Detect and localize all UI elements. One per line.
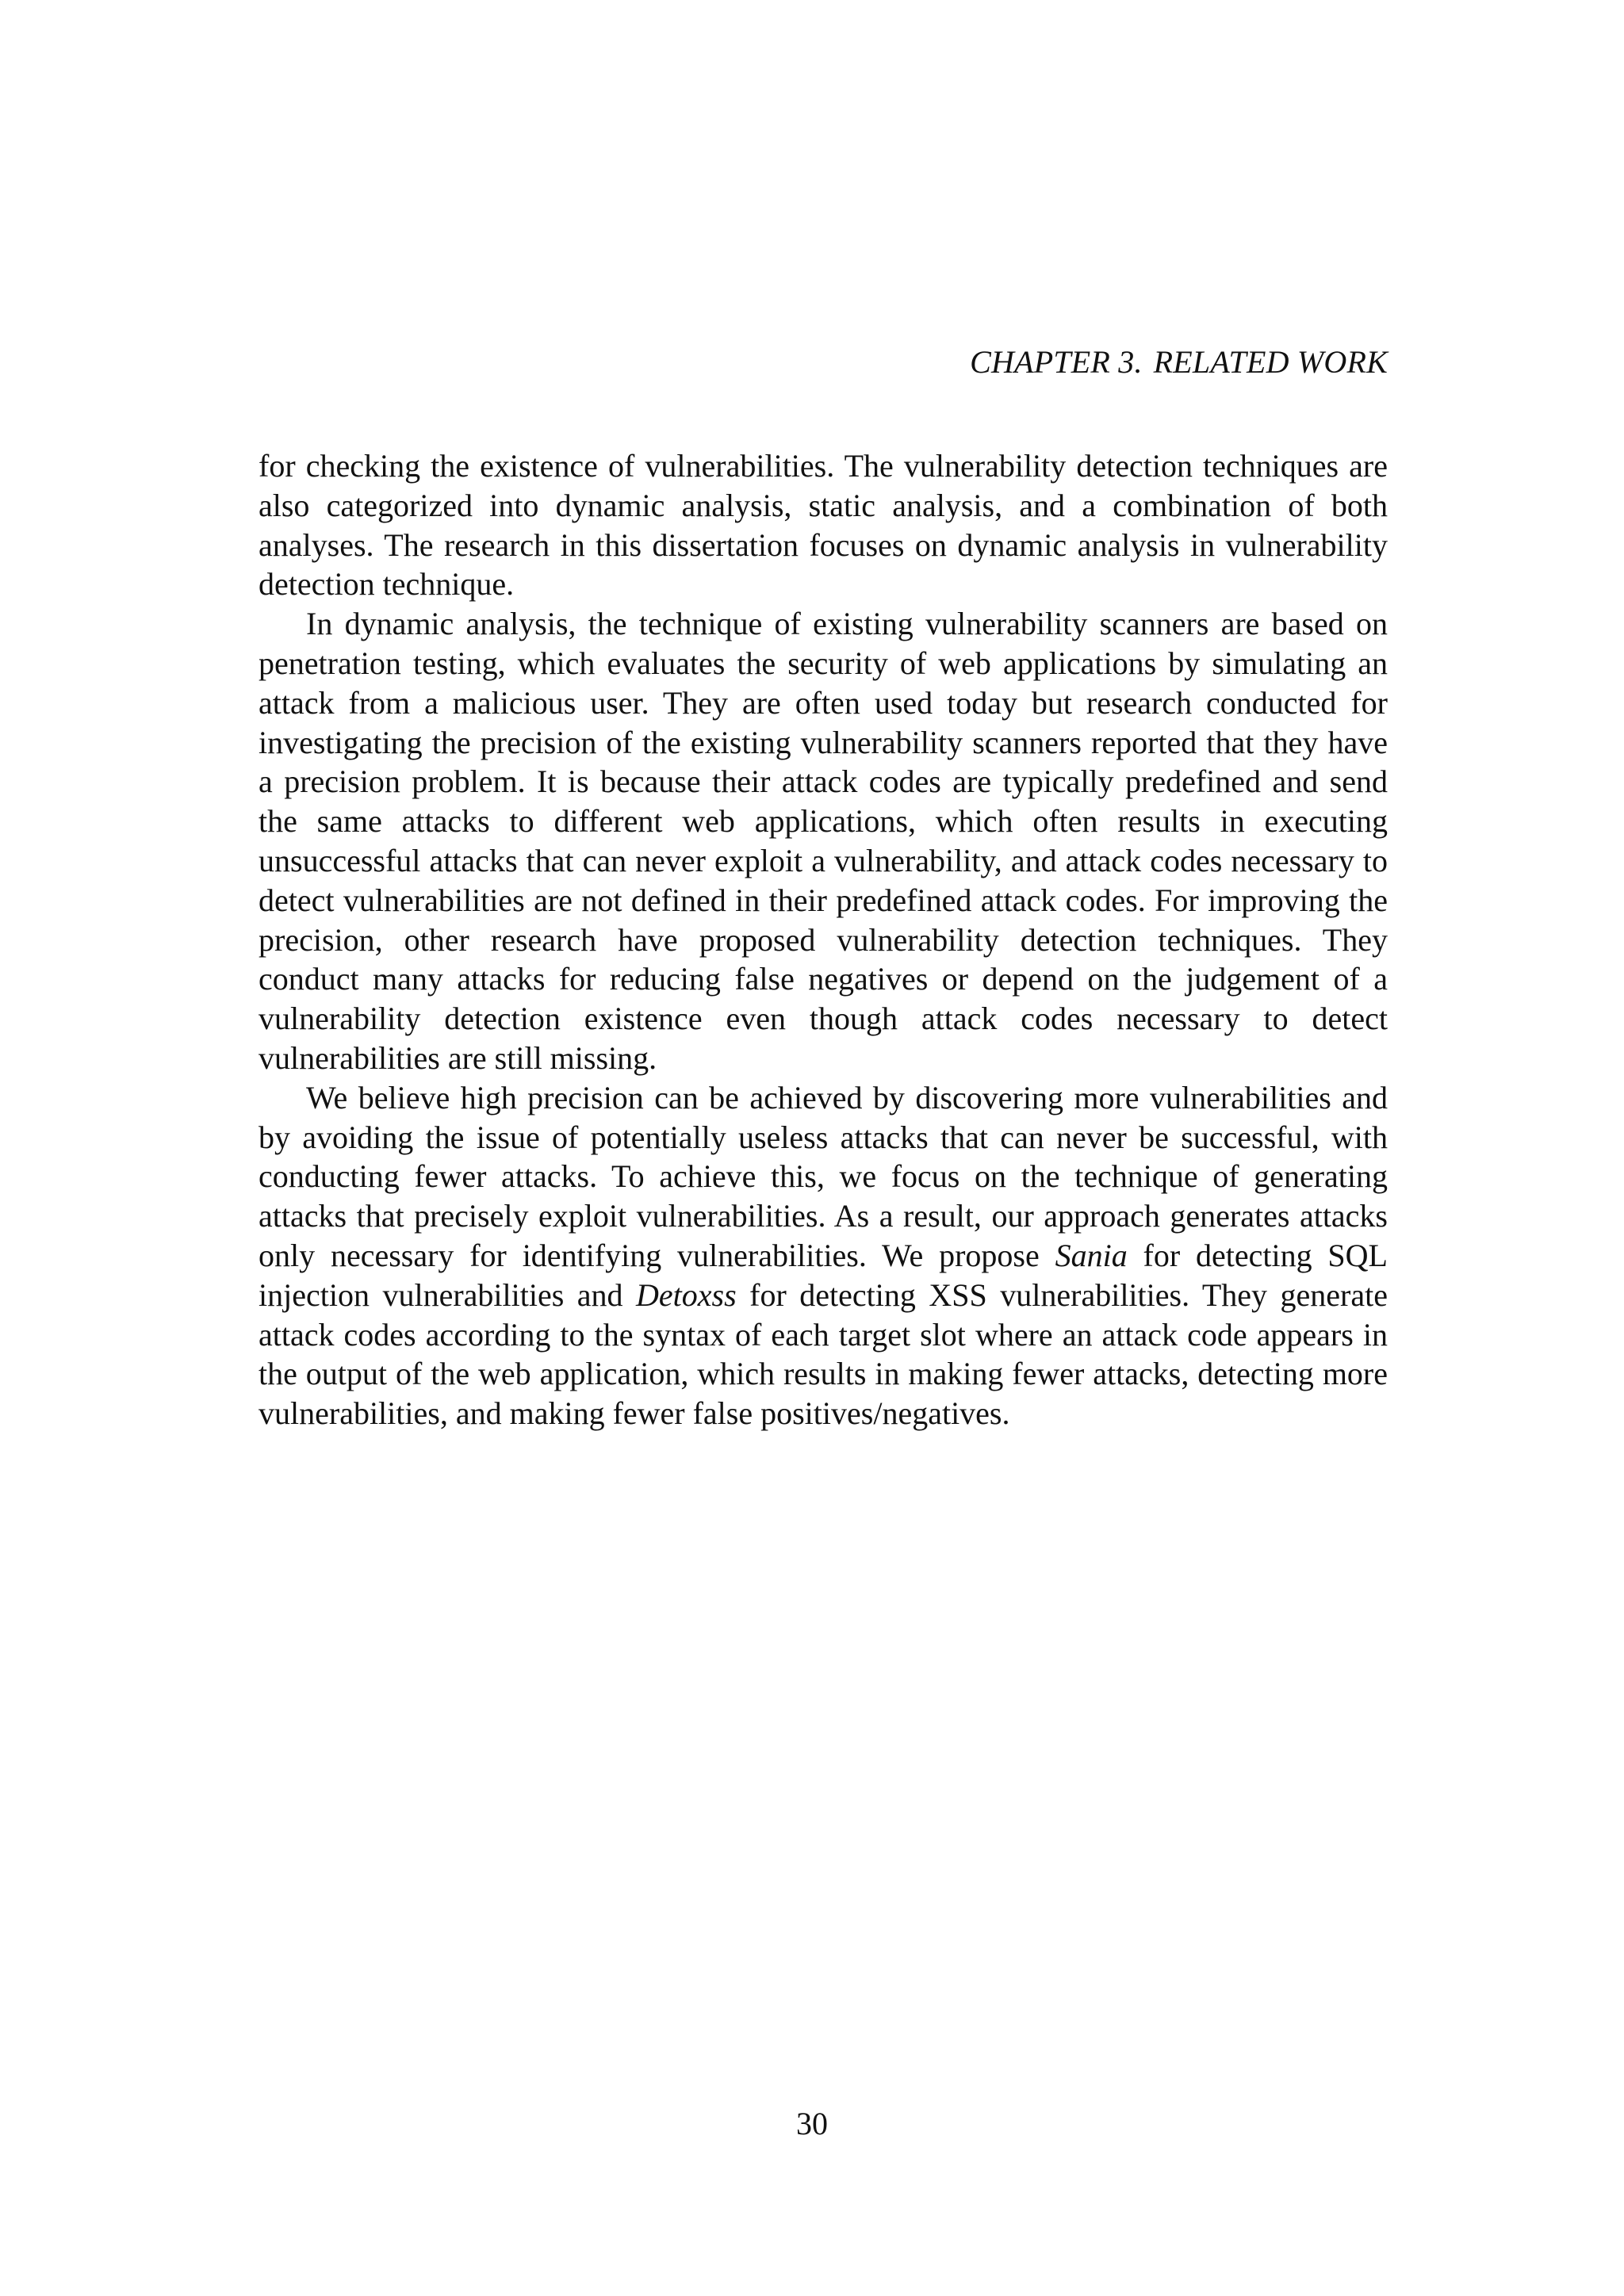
paragraph-3-part-1: We believe high precision can be achieved by discovering more vulnerabilities and by avoiding the issue of potentially useless attacks that can never be successful, with conducting fewer attacks. To achieve this, we focus on the technique of generating attacks that precisely exploit vulnerabilities. As a result, our approach generates attacks only necessary for identifying vulnerabilities. We propose xyxy=(259,1079,1388,1273)
paragraph-3 xyxy=(259,1078,1388,1433)
chapter-number: CHAPTER 3. xyxy=(970,344,1143,380)
chapter-title: RELATED WORK xyxy=(1153,344,1388,380)
paragraph-3-part-2: for detecting SQL injection vulnerabilities and xyxy=(259,1237,1388,1313)
detoxss-term: Detoxss xyxy=(636,1276,737,1313)
paragraph-3-part-3: for detecting XSS vulnerabilities. They generate attack codes according to the syntax of each target slot where an attack code appears in the output of the web application, which results in making fewer attacks, detecting more vulnerabilities, and making fewer false positives/negatives. xyxy=(259,1276,1388,1432)
sania-term: Sania xyxy=(1055,1237,1128,1273)
paragraph-2: In dynamic analysis, the technique of existing vulnerability scanners are based on penetration testing, which evaluates the security of web applications by simulating an attack from a malicious user. They are often used today but research conducted for investigating the precision of the existing vulnerability scanners reported that they have a precision problem. It is because their attack codes are typically predefined and send the same attacks to different web applications, which often results in executing unsuccessful attacks that can never exploit a vulnerability, and attack codes necessary to detect vulnerabilities are not defined in their predefined attack codes. For improving the precision, other research have proposed vulnerability detection techniques. They conduct many attacks for reducing false negatives or depend on the judgement of a vulnerability detection existence even though attack codes necessary to detect vulnerabilities are still missing. xyxy=(259,606,1388,1076)
paragraph-1: for checking the existence of vulnerabilities. The vulnerability detection techniques are also categorized into dynamic analysis, static analysis, and a combination of both analyses. The research in this dissertation focuses on dynamic analysis in vulnerability detection technique. xyxy=(259,448,1388,603)
body-text xyxy=(259,446,1388,1433)
running-header xyxy=(259,342,1388,382)
page-number: 30 xyxy=(796,2106,828,2141)
